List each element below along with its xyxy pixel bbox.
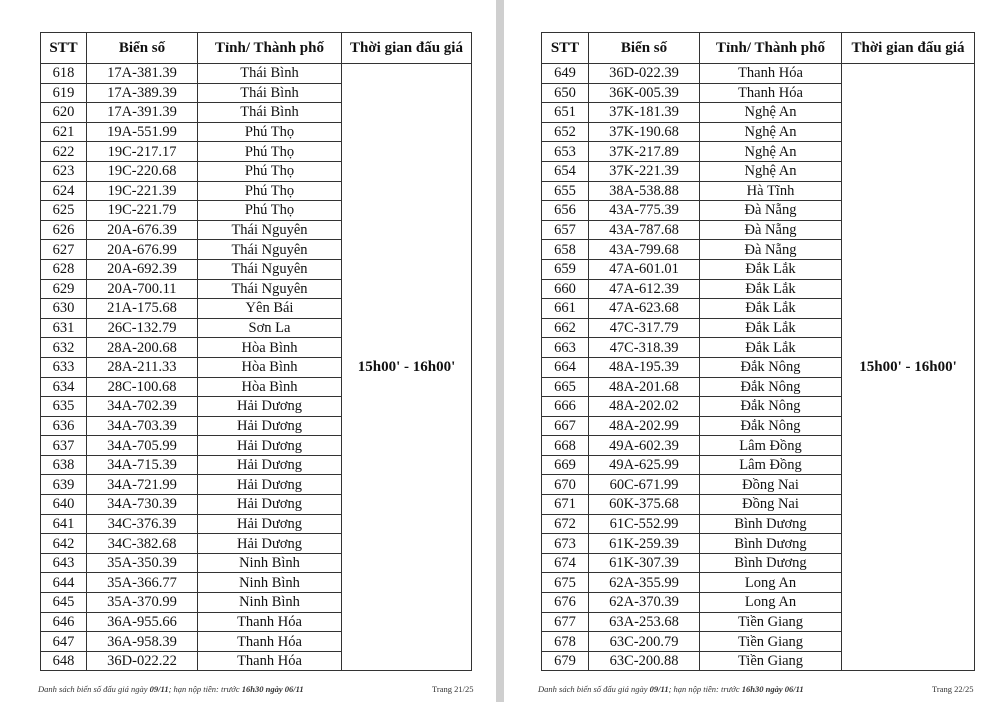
cell-province: Phú Thọ — [198, 181, 342, 201]
header-plate: Biển số — [87, 33, 198, 64]
cell-stt: 650 — [542, 83, 589, 103]
cell-stt: 674 — [542, 553, 589, 573]
cell-province: Thanh Hóa — [700, 83, 842, 103]
cell-stt: 655 — [542, 181, 589, 201]
cell-plate: 48A-202.99 — [589, 416, 700, 436]
cell-province: Ninh Bình — [198, 593, 342, 613]
cell-province: Long An — [700, 593, 842, 613]
cell-province: Đà Nẵng — [700, 240, 842, 260]
cell-stt: 619 — [41, 83, 87, 103]
cell-plate: 20A-676.39 — [87, 220, 198, 240]
cell-plate: 36K-005.39 — [589, 83, 700, 103]
cell-province: Thanh Hóa — [198, 632, 342, 652]
cell-plate: 63C-200.88 — [589, 651, 700, 671]
cell-stt: 642 — [41, 534, 87, 554]
cell-plate: 36D-022.22 — [87, 651, 198, 671]
cell-stt: 679 — [542, 651, 589, 671]
cell-stt: 678 — [542, 632, 589, 652]
cell-province: Hải Dương — [198, 416, 342, 436]
cell-plate: 34A-730.39 — [87, 495, 198, 515]
cell-plate: 36A-958.39 — [87, 632, 198, 652]
cell-plate: 61K-259.39 — [589, 534, 700, 554]
cell-stt: 659 — [542, 259, 589, 279]
cell-province: Sơn La — [198, 318, 342, 338]
cell-province: Hà Tĩnh — [700, 181, 842, 201]
cell-stt: 634 — [41, 377, 87, 397]
cell-province: Phú Thọ — [198, 142, 342, 162]
cell-plate: 47A-623.68 — [589, 299, 700, 319]
cell-stt: 635 — [41, 397, 87, 417]
cell-plate: 34C-382.68 — [87, 534, 198, 554]
cell-province: Hải Dương — [198, 455, 342, 475]
cell-province: Đà Nẵng — [700, 220, 842, 240]
cell-plate: 47A-601.01 — [589, 259, 700, 279]
cell-plate: 43A-787.68 — [589, 220, 700, 240]
cell-stt: 627 — [41, 240, 87, 260]
cell-plate: 60C-671.99 — [589, 475, 700, 495]
cell-plate: 20A-700.11 — [87, 279, 198, 299]
cell-stt: 637 — [41, 436, 87, 456]
cell-plate: 28A-211.33 — [87, 357, 198, 377]
cell-stt: 639 — [41, 475, 87, 495]
cell-province: Thái Bình — [198, 83, 342, 103]
page-footer-note: Danh sách biển số đấu giá ngày 09/11; hạn nộp tiền: trước 16h30 ngày 06/11 — [538, 684, 804, 694]
cell-plate: 43A-775.39 — [589, 201, 700, 221]
cell-stt: 641 — [41, 514, 87, 534]
cell-plate: 37K-217.89 — [589, 142, 700, 162]
cell-plate: 17A-391.39 — [87, 103, 198, 123]
cell-plate: 48A-202.02 — [589, 397, 700, 417]
cell-plate: 37K-221.39 — [589, 161, 700, 181]
cell-province: Tiền Giang — [700, 632, 842, 652]
cell-province: Bình Dương — [700, 553, 842, 573]
cell-plate: 19A-551.99 — [87, 122, 198, 142]
cell-stt: 646 — [41, 612, 87, 632]
cell-stt: 620 — [41, 103, 87, 123]
cell-province: Đắk Nông — [700, 397, 842, 417]
cell-plate: 37K-181.39 — [589, 103, 700, 123]
cell-stt: 676 — [542, 593, 589, 613]
cell-province: Lâm Đồng — [700, 436, 842, 456]
cell-province: Bình Dương — [700, 514, 842, 534]
cell-stt: 672 — [542, 514, 589, 534]
cell-stt: 666 — [542, 397, 589, 417]
cell-province: Hải Dương — [198, 495, 342, 515]
header-plate: Biển số — [589, 33, 700, 64]
header-province: Tỉnh/ Thành phố — [700, 33, 842, 64]
cell-province: Đắk Lắk — [700, 299, 842, 319]
cell-stt: 654 — [542, 161, 589, 181]
header-stt: STT — [41, 33, 87, 64]
cell-province: Thanh Hóa — [198, 612, 342, 632]
cell-stt: 670 — [542, 475, 589, 495]
cell-province: Đắk Lắk — [700, 318, 842, 338]
cell-stt: 628 — [41, 259, 87, 279]
cell-stt: 629 — [41, 279, 87, 299]
cell-province: Thái Nguyên — [198, 259, 342, 279]
cell-province: Đắk Nông — [700, 416, 842, 436]
cell-plate: 61K-307.39 — [589, 553, 700, 573]
cell-province: Thanh Hóa — [700, 64, 842, 84]
table-header-row — [41, 33, 472, 64]
cell-province: Yên Bái — [198, 299, 342, 319]
cell-province: Phú Thọ — [198, 122, 342, 142]
cell-province: Tiền Giang — [700, 612, 842, 632]
cell-plate: 62A-355.99 — [589, 573, 700, 593]
cell-plate: 28A-200.68 — [87, 338, 198, 358]
cell-province: Long An — [700, 573, 842, 593]
cell-plate: 47A-612.39 — [589, 279, 700, 299]
page-footer-note: Danh sách biển số đấu giá ngày 09/11; hạn nộp tiền: trước 16h30 ngày 06/11 — [38, 684, 304, 694]
cell-province: Đắk Lắk — [700, 259, 842, 279]
cell-stt: 631 — [41, 318, 87, 338]
cell-province: Nghệ An — [700, 122, 842, 142]
cell-stt: 651 — [542, 103, 589, 123]
cell-plate: 48A-195.39 — [589, 357, 700, 377]
cell-stt: 630 — [41, 299, 87, 319]
cell-province: Phú Thọ — [198, 201, 342, 221]
cell-stt: 632 — [41, 338, 87, 358]
cell-province: Đắk Lắk — [700, 338, 842, 358]
page-gutter — [496, 0, 504, 702]
cell-stt: 618 — [41, 64, 87, 84]
auction-table-right — [541, 32, 975, 671]
cell-plate: 47C-318.39 — [589, 338, 700, 358]
page-number: Trang 22/25 — [932, 684, 974, 694]
header-time: Thời gian đấu giá — [842, 33, 975, 64]
cell-plate: 36A-955.66 — [87, 612, 198, 632]
cell-stt: 657 — [542, 220, 589, 240]
cell-province: Hải Dương — [198, 436, 342, 456]
cell-province: Hải Dương — [198, 397, 342, 417]
cell-stt: 661 — [542, 299, 589, 319]
cell-stt: 649 — [542, 64, 589, 84]
cell-province: Phú Thọ — [198, 161, 342, 181]
cell-plate: 17A-389.39 — [87, 83, 198, 103]
cell-plate: 28C-100.68 — [87, 377, 198, 397]
cell-stt: 622 — [41, 142, 87, 162]
cell-plate: 19C-217.17 — [87, 142, 198, 162]
cell-plate: 26C-132.79 — [87, 318, 198, 338]
cell-plate: 17A-381.39 — [87, 64, 198, 84]
cell-stt: 658 — [542, 240, 589, 260]
cell-plate: 19C-221.79 — [87, 201, 198, 221]
cell-stt: 652 — [542, 122, 589, 142]
cell-province: Hòa Bình — [198, 338, 342, 358]
cell-plate: 34A-703.39 — [87, 416, 198, 436]
cell-stt: 667 — [542, 416, 589, 436]
cell-province: Thanh Hóa — [198, 651, 342, 671]
cell-stt: 663 — [542, 338, 589, 358]
cell-plate: 35A-366.77 — [87, 573, 198, 593]
cell-plate: 34A-702.39 — [87, 397, 198, 417]
cell-stt: 626 — [41, 220, 87, 240]
cell-province: Thái Nguyên — [198, 240, 342, 260]
cell-stt: 673 — [542, 534, 589, 554]
cell-stt: 675 — [542, 573, 589, 593]
cell-stt: 644 — [41, 573, 87, 593]
header-time: Thời gian đấu giá — [342, 33, 472, 64]
header-stt: STT — [542, 33, 589, 64]
cell-plate: 62A-370.39 — [589, 593, 700, 613]
cell-plate: 20A-692.39 — [87, 259, 198, 279]
cell-stt: 624 — [41, 181, 87, 201]
cell-plate: 35A-370.99 — [87, 593, 198, 613]
cell-stt: 623 — [41, 161, 87, 181]
document-page-left — [0, 0, 496, 702]
cell-province: Thái Bình — [198, 64, 342, 84]
cell-province: Đồng Nai — [700, 475, 842, 495]
cell-stt: 645 — [41, 593, 87, 613]
cell-stt: 636 — [41, 416, 87, 436]
cell-plate: 38A-538.88 — [589, 181, 700, 201]
cell-auction-time: 15h00' - 16h00' — [842, 64, 975, 671]
cell-province: Nghệ An — [700, 142, 842, 162]
cell-plate: 20A-676.99 — [87, 240, 198, 260]
cell-auction-time: 15h00' - 16h00' — [342, 64, 472, 671]
cell-province: Hải Dương — [198, 514, 342, 534]
cell-province: Đắk Nông — [700, 377, 842, 397]
cell-province: Thái Nguyên — [198, 279, 342, 299]
cell-stt: 668 — [542, 436, 589, 456]
cell-plate: 37K-190.68 — [589, 122, 700, 142]
document-page-right — [504, 0, 1000, 702]
cell-province: Bình Dương — [700, 534, 842, 554]
cell-stt: 669 — [542, 455, 589, 475]
cell-plate: 49A-602.39 — [589, 436, 700, 456]
cell-province: Hòa Bình — [198, 377, 342, 397]
cell-plate: 63C-200.79 — [589, 632, 700, 652]
cell-plate: 49A-625.99 — [589, 455, 700, 475]
cell-stt: 638 — [41, 455, 87, 475]
cell-province: Lâm Đồng — [700, 455, 842, 475]
cell-stt: 621 — [41, 122, 87, 142]
cell-province: Hải Dương — [198, 534, 342, 554]
cell-plate: 34A-715.39 — [87, 455, 198, 475]
cell-plate: 19C-221.39 — [87, 181, 198, 201]
cell-stt: 664 — [542, 357, 589, 377]
cell-province: Ninh Bình — [198, 573, 342, 593]
cell-plate: 35A-350.39 — [87, 553, 198, 573]
cell-plate: 34A-705.99 — [87, 436, 198, 456]
cell-plate: 36D-022.39 — [589, 64, 700, 84]
table-row — [542, 64, 975, 84]
cell-stt: 633 — [41, 357, 87, 377]
cell-stt: 662 — [542, 318, 589, 338]
cell-stt: 656 — [542, 201, 589, 221]
cell-plate: 43A-799.68 — [589, 240, 700, 260]
cell-stt: 660 — [542, 279, 589, 299]
cell-province: Thái Nguyên — [198, 220, 342, 240]
header-province: Tỉnh/ Thành phố — [198, 33, 342, 64]
cell-plate: 47C-317.79 — [589, 318, 700, 338]
cell-plate: 21A-175.68 — [87, 299, 198, 319]
cell-province: Tiền Giang — [700, 651, 842, 671]
cell-stt: 671 — [542, 495, 589, 515]
cell-stt: 653 — [542, 142, 589, 162]
cell-stt: 665 — [542, 377, 589, 397]
page-number: Trang 21/25 — [432, 684, 474, 694]
cell-province: Hòa Bình — [198, 357, 342, 377]
cell-stt: 640 — [41, 495, 87, 515]
cell-stt: 648 — [41, 651, 87, 671]
cell-province: Ninh Bình — [198, 553, 342, 573]
cell-plate: 63A-253.68 — [589, 612, 700, 632]
cell-province: Nghệ An — [700, 161, 842, 181]
table-header-row — [542, 33, 975, 64]
cell-plate: 48A-201.68 — [589, 377, 700, 397]
cell-stt: 647 — [41, 632, 87, 652]
cell-plate: 61C-552.99 — [589, 514, 700, 534]
cell-province: Thái Bình — [198, 103, 342, 123]
cell-province: Đồng Nai — [700, 495, 842, 515]
cell-stt: 643 — [41, 553, 87, 573]
table-row — [41, 64, 472, 84]
cell-province: Nghệ An — [700, 103, 842, 123]
cell-plate: 60K-375.68 — [589, 495, 700, 515]
cell-stt: 677 — [542, 612, 589, 632]
cell-plate: 34C-376.39 — [87, 514, 198, 534]
cell-plate: 19C-220.68 — [87, 161, 198, 181]
cell-stt: 625 — [41, 201, 87, 221]
cell-province: Đắk Nông — [700, 357, 842, 377]
cell-plate: 34A-721.99 — [87, 475, 198, 495]
cell-province: Đà Nẵng — [700, 201, 842, 221]
cell-province: Đắk Lắk — [700, 279, 842, 299]
auction-table-left — [40, 32, 472, 671]
cell-province: Hải Dương — [198, 475, 342, 495]
